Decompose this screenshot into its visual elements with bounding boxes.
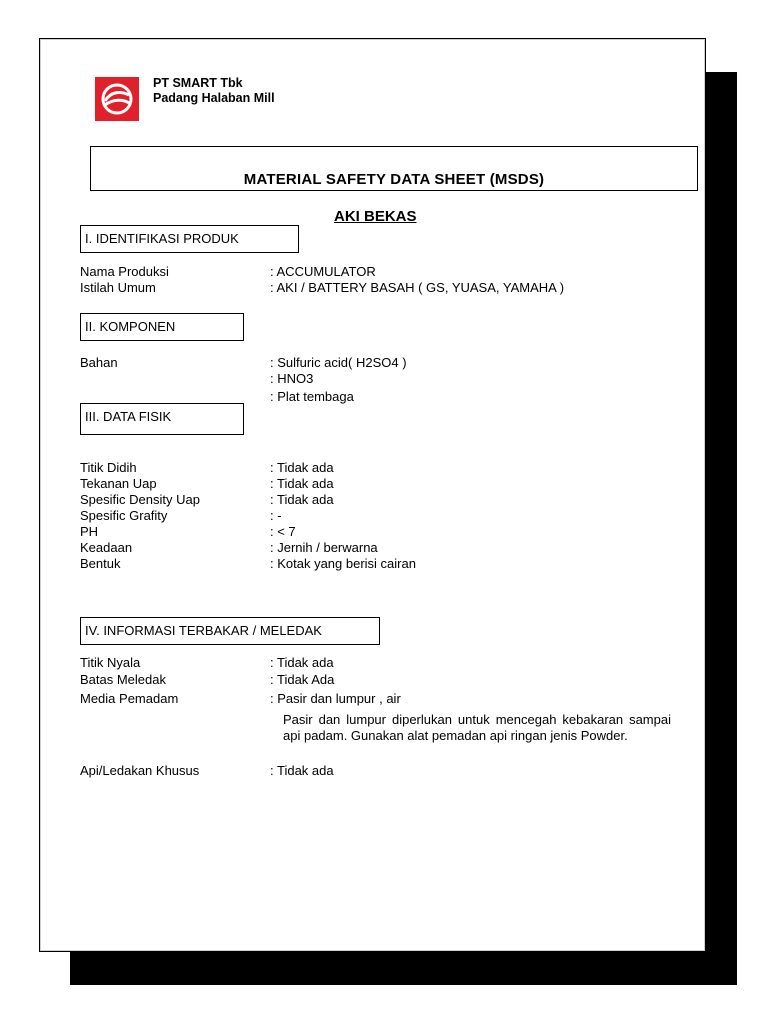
field-label: Batas Meledak: [80, 672, 166, 687]
field-label: Nama Produksi: [80, 264, 169, 279]
field-label: Spesific Density Uap: [80, 492, 200, 507]
company-header: [153, 76, 275, 106]
media-pemadam-note: Pasir dan lumpur diperlukan untuk mencegah kebakaran sampai api padam. Gunakan alat pemadan api ringan jenis Powder.: [283, 712, 671, 743]
field-value: : < 7: [270, 524, 296, 539]
section-heading-text: III. DATA FISIK: [85, 409, 172, 424]
field-value: : Tidak ada: [270, 476, 334, 491]
field-value: : Tidak ada: [270, 763, 334, 778]
company-name: PT SMART Tbk: [153, 76, 243, 90]
field-value: : Pasir dan lumpur , air: [270, 691, 401, 706]
document-title: MATERIAL SAFETY DATA SHEET (MSDS): [243, 171, 545, 188]
field-label: Bahan: [80, 355, 118, 370]
section-komponen-heading: [80, 313, 244, 341]
section-data-fisik-heading: [80, 403, 244, 435]
field-value: : -: [270, 508, 282, 523]
document-subtitle: AKI BEKAS: [334, 208, 417, 225]
section-heading-text: II. KOMPONEN: [85, 319, 176, 334]
title-box: [90, 146, 698, 191]
field-value: : ACCUMULATOR: [270, 264, 376, 279]
field-label: Media Pemadam: [80, 691, 179, 706]
section-identifikasi-heading: [80, 225, 299, 253]
field-value: : Tidak ada: [270, 460, 334, 475]
field-value: : Tidak Ada: [270, 672, 335, 687]
section-heading-text: I. IDENTIFIKASI PRODUK: [85, 231, 239, 246]
field-label: Titik Didih: [80, 460, 137, 475]
field-value: : Sulfuric acid( H2SO4 ): [270, 355, 407, 370]
section-heading-text: IV. INFORMASI TERBAKAR / MELEDAK: [85, 623, 322, 638]
field-value: : AKI / BATTERY BASAH ( GS, YUASA, YAMAHA ): [270, 280, 565, 295]
mill-name: Padang Halaban Mill: [153, 91, 275, 105]
field-value: : Jernih / berwarna: [270, 540, 378, 555]
field-value: : Tidak ada: [270, 492, 334, 507]
field-label: Api/Ledakan Khusus: [80, 763, 200, 778]
field-label: Tekanan Uap: [80, 476, 157, 491]
field-label: Titik Nyala: [80, 655, 141, 670]
field-label: Istilah Umum: [80, 280, 156, 295]
section-informasi-terbakar-heading: [80, 617, 380, 645]
field-label: PH: [80, 524, 99, 539]
field-label: Keadaan: [80, 540, 133, 555]
smart-logo-icon: [95, 77, 139, 121]
field-value: : Kotak yang berisi cairan: [270, 556, 416, 571]
field-value: : Tidak ada: [270, 655, 334, 670]
field-value: : HNO3: [270, 371, 314, 386]
field-label: Bentuk: [80, 556, 121, 571]
field-label: Spesific Grafity: [80, 508, 168, 523]
field-value: : Plat tembaga: [270, 389, 354, 404]
